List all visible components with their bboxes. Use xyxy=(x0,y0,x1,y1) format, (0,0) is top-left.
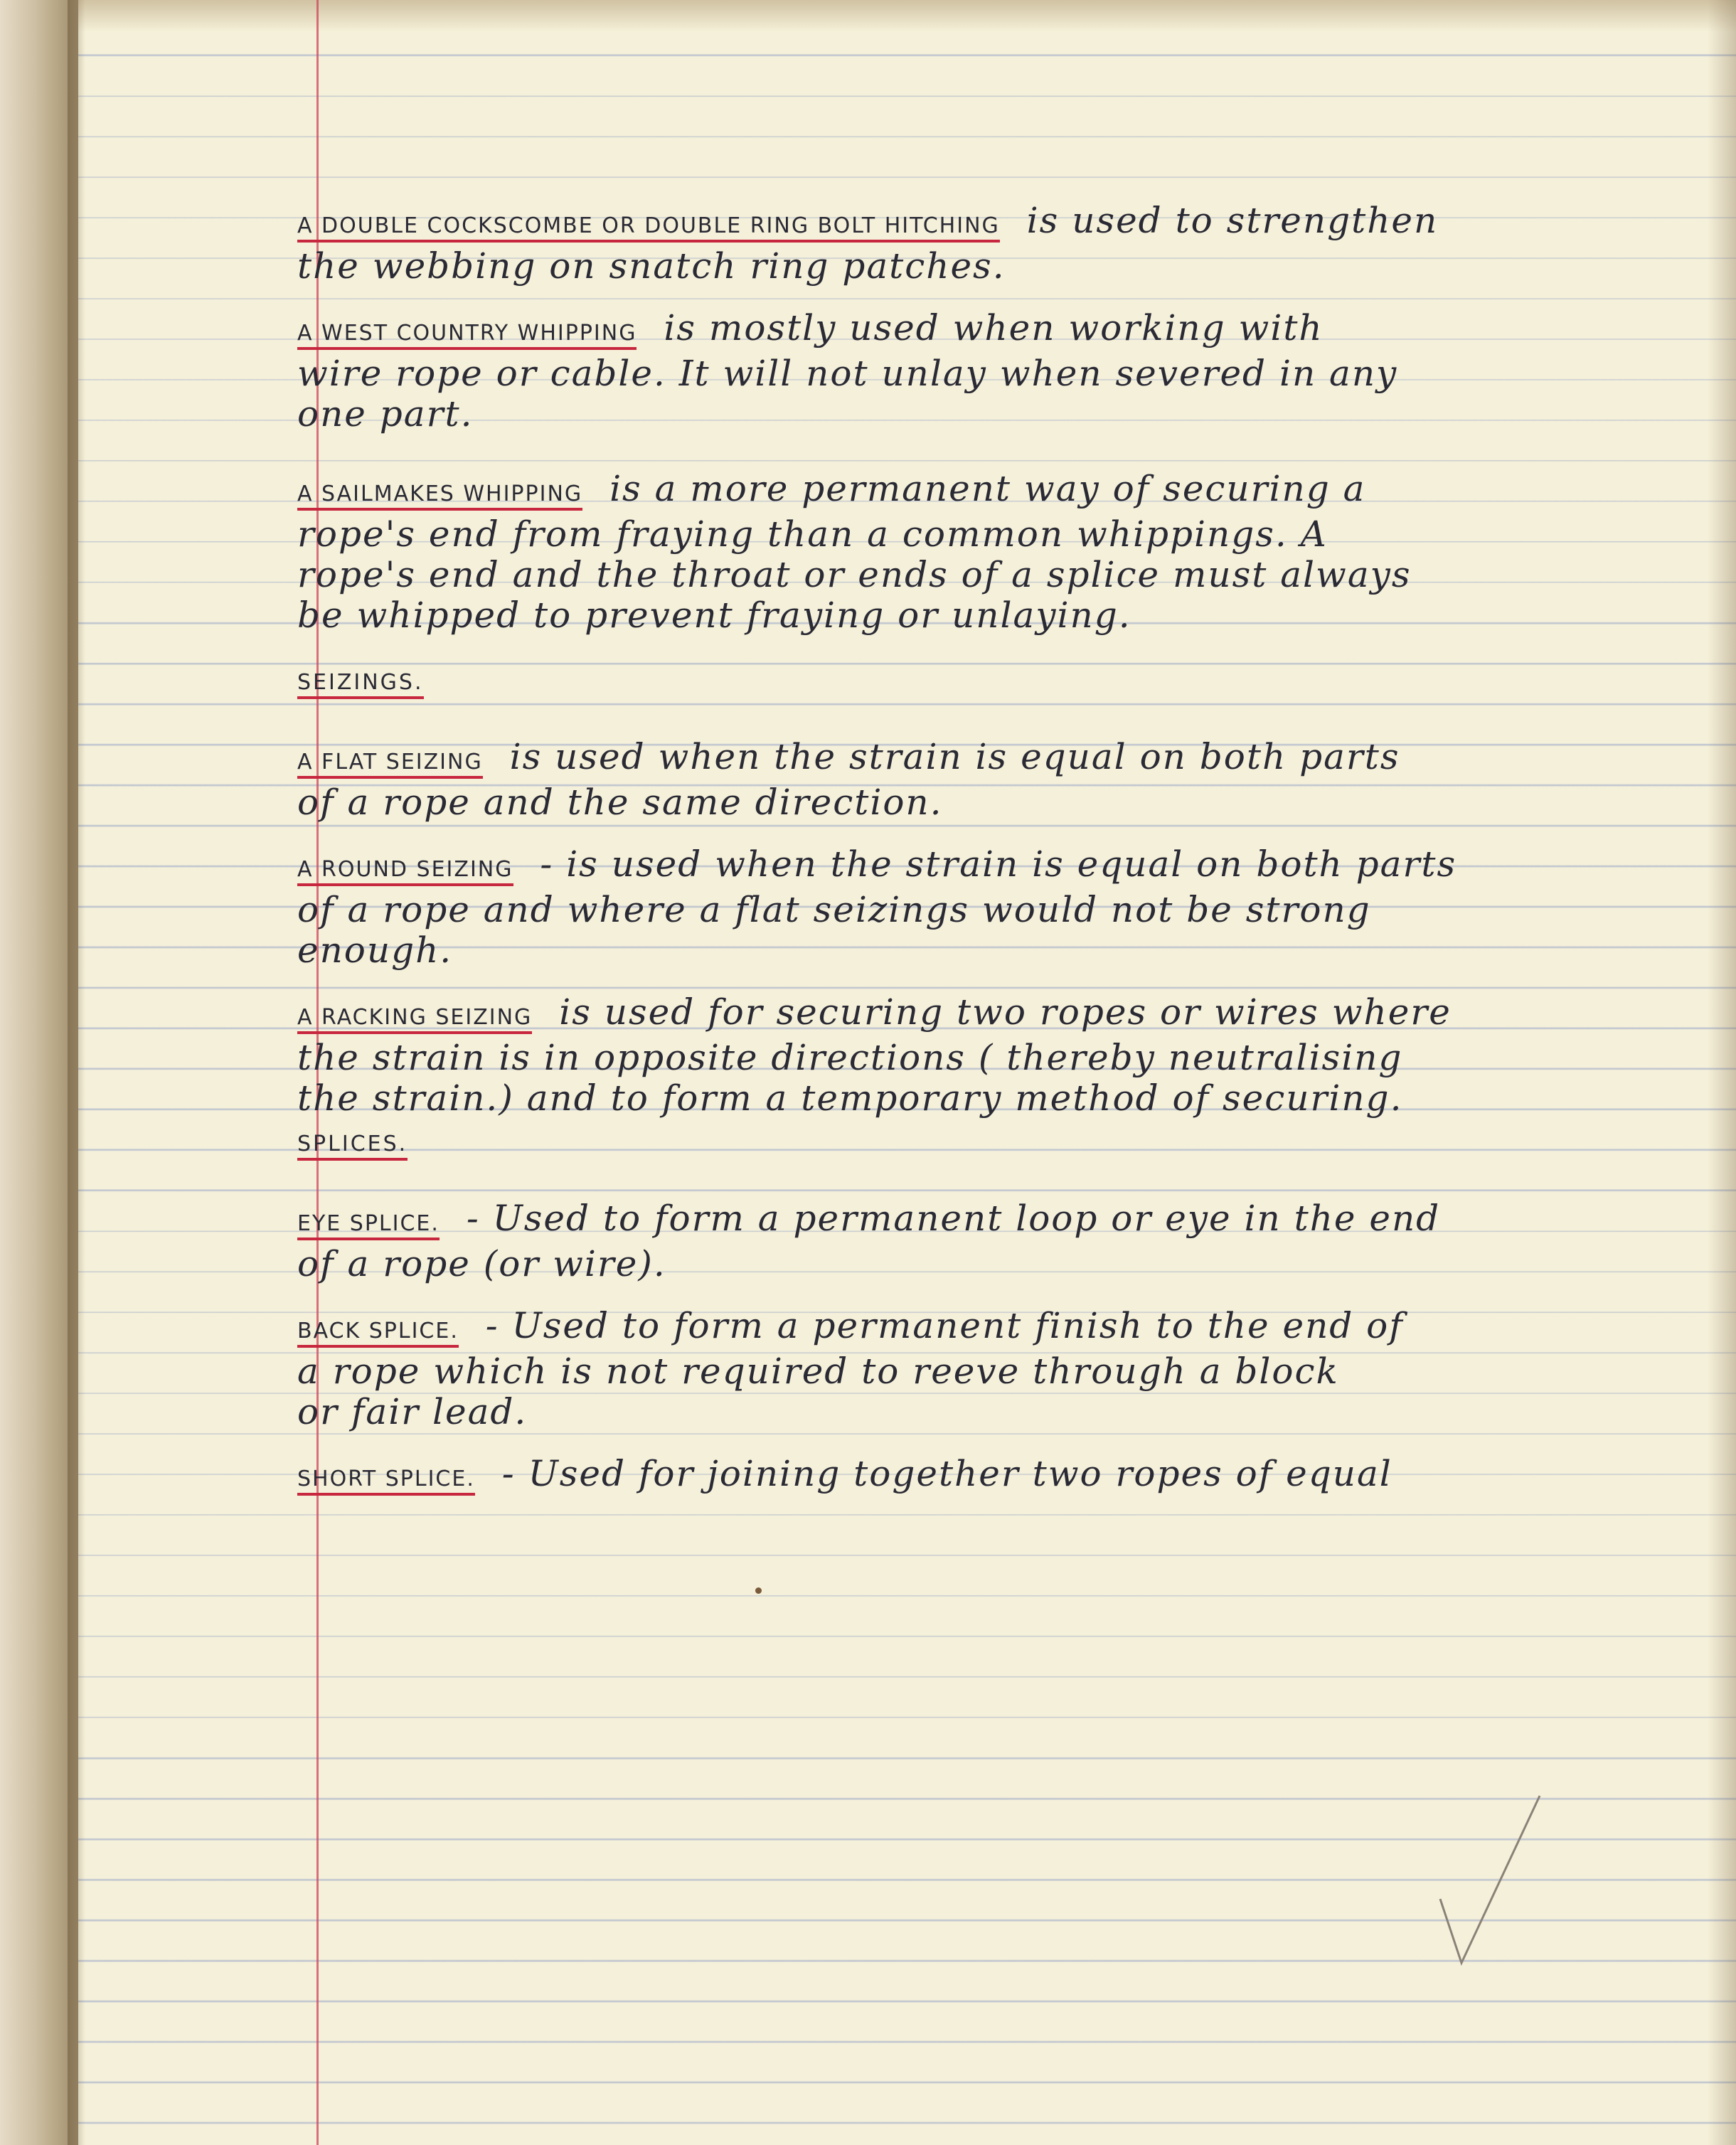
heading-seizings: SEIZINGS. xyxy=(297,670,424,699)
entry-text: a rope which is not required to reeve through a block xyxy=(297,1351,1339,1392)
entry-text: is a more permanent way of securing a xyxy=(609,468,1366,509)
entry-term: A WEST COUNTRY WHIPPING xyxy=(297,321,637,350)
entry-text: rope's end from fraying than a common whippings. A xyxy=(297,513,1328,555)
entry-text: enough. xyxy=(297,930,453,971)
entry-text: of a rope and the same direction. xyxy=(297,782,943,823)
heading-splices: SPLICES. xyxy=(297,1132,408,1161)
entry-double-cockscombe xyxy=(297,201,1713,287)
entry-text: of a rope (or wire). xyxy=(297,1243,666,1284)
entry-text: is mostly used when working with xyxy=(664,307,1324,348)
entry-term: A ROUND SEIZING xyxy=(297,857,513,886)
entry-flat-seizing xyxy=(297,737,1713,823)
entry-text: - is used when the strain is equal on both parts xyxy=(540,843,1457,885)
entry-line xyxy=(297,844,1713,890)
entry-text: wire rope or cable. It will not unlay when severed in any xyxy=(297,353,1398,394)
entry-line xyxy=(297,308,1713,353)
entry-west-country-whipping xyxy=(297,308,1713,435)
entry-term: SHORT SPLICE. xyxy=(297,1467,475,1496)
entry-text: - Used to form a permanent loop or eye in the end xyxy=(466,1198,1441,1239)
entry-text: one part. xyxy=(297,393,474,435)
entry-text: is used for securing two ropes or wires where xyxy=(559,991,1452,1033)
entry-text: rope's end and the throat or ends of a splice must always xyxy=(297,554,1412,595)
entry-racking-seizing xyxy=(297,992,1713,1119)
entry-short-splice xyxy=(297,1454,1713,1499)
entry-text: the strain.) and to form a temporary method of securing. xyxy=(297,1077,1403,1119)
entry-text: of a rope and where a flat seizings would not be strong xyxy=(297,889,1371,930)
entry-line xyxy=(297,1454,1713,1499)
gutter-shadow xyxy=(68,0,85,2145)
entry-line xyxy=(297,1306,1713,1351)
entry-sailmakes-whipping xyxy=(297,469,1713,636)
ink-dot xyxy=(755,1587,762,1594)
entry-text: the strain is in opposite directions ( thereby neutralising xyxy=(297,1037,1403,1078)
facing-page-edge xyxy=(0,0,78,2145)
entry-term: A FLAT SEIZING xyxy=(297,750,483,779)
entry-text: is used to strengthen xyxy=(1026,200,1439,241)
entry-back-splice xyxy=(297,1306,1713,1432)
entry-text: or fair lead. xyxy=(297,1391,528,1432)
entry-line xyxy=(297,201,1713,246)
entry-line xyxy=(297,992,1713,1038)
entry-term: A SAILMAKES WHIPPING xyxy=(297,481,582,511)
entry-round-seizing xyxy=(297,844,1713,971)
entry-line xyxy=(297,737,1713,782)
heading-seizings-row xyxy=(297,657,1713,703)
entry-term: BACK SPLICE. xyxy=(297,1319,459,1348)
top-stain xyxy=(78,0,1736,32)
entry-line xyxy=(297,1198,1713,1244)
entry-line xyxy=(297,469,1713,514)
pencil-tick-mark xyxy=(1412,1792,1547,1970)
entry-eye-splice xyxy=(297,1198,1713,1284)
entry-term: A DOUBLE COCKSCOMBE OR DOUBLE RING BOLT HITCHING xyxy=(297,213,1000,243)
entry-text: - Used to form a permanent finish to the end of xyxy=(485,1305,1404,1346)
entry-text: is used when the strain is equal on both parts xyxy=(509,736,1400,777)
entry-text: be whipped to prevent fraying or unlaying. xyxy=(297,595,1131,636)
handwritten-notes xyxy=(297,201,1713,1499)
entry-term: A RACKING SEIZING xyxy=(297,1005,532,1034)
entry-term: EYE SPLICE. xyxy=(297,1211,440,1240)
heading-splices-row xyxy=(297,1119,1713,1164)
entry-text: - Used for joining together two ropes of equal xyxy=(501,1453,1392,1494)
entry-text: the webbing on snatch ring patches. xyxy=(297,245,1006,287)
